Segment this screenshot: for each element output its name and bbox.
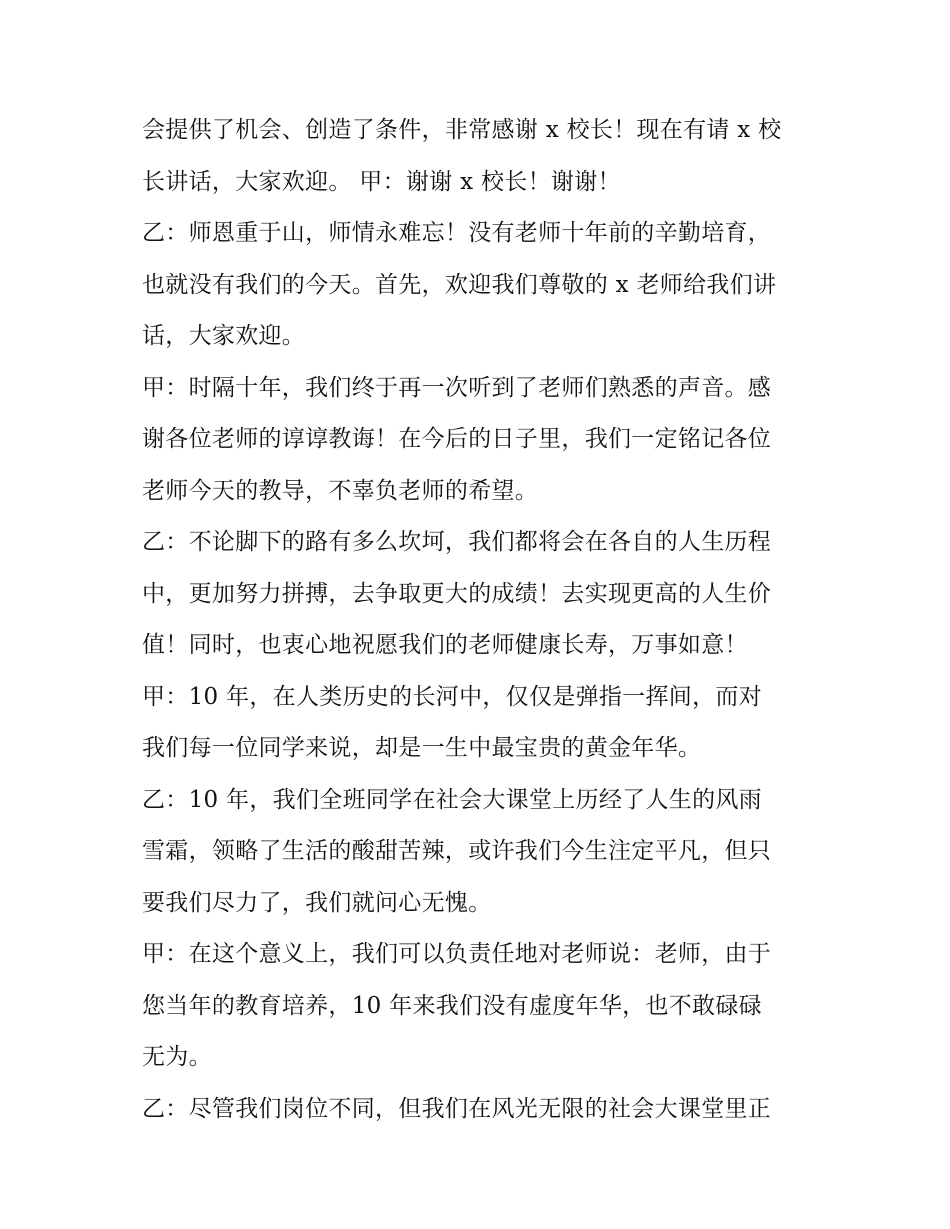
text-line: 您当年的教育培养，10 年来我们没有虚度年华，也不敢碌碌 — [142, 992, 762, 1019]
text-line: 雪霜，领略了生活的酸甜苦辣，或许我们今生注定平凡，但只 — [142, 838, 772, 864]
text-line: 长讲话，大家欢迎。 甲：谢谢 x 校长！谢谢！ — [142, 168, 621, 195]
body-text — [142, 105, 822, 1135]
text-line: 甲：时隔十年，我们终于再一次听到了老师们熟悉的声音。感 — [142, 374, 772, 401]
text-line: 乙：尽管我们岗位不同，但我们在风光无限的社会大课堂里正 — [142, 1095, 772, 1122]
text-line: 甲：在这个意义上，我们可以负责任地对老师说：老师，由于 — [142, 941, 772, 967]
text-line: 也就没有我们的今天。首先，欢迎我们尊敬的 x 老师给我们讲 — [142, 271, 777, 298]
text-line: 值！同时，也衷心地祝愿我们的老师健康长寿，万事如意！ — [142, 632, 748, 658]
text-line: 乙：师恩重于山，师情永难忘！没有老师十年前的辛勤培育， — [142, 220, 772, 246]
text-line: 甲：10 年，在人类历史的长河中，仅仅是弹指一挥间，而对 — [142, 683, 762, 710]
text-line: 乙：不论脚下的路有多么坎坷，我们都将会在各自的人生历程 — [142, 529, 772, 555]
text-line: 老师今天的教导，不辜负老师的希望。 — [142, 477, 539, 504]
text-line: 要我们尽力了，我们就问心无愧。 — [142, 889, 492, 916]
text-line: 谢各位老师的谆谆教诲！在今后的日子里，我们一定铭记各位 — [142, 426, 772, 452]
text-line: 中，更加努力拼搏，去争取更大的成绩！去实现更高的人生价 — [142, 580, 772, 607]
text-line: 我们每一位同学来说，却是一生中最宝贵的黄金年华。 — [142, 735, 702, 761]
text-line: 会提供了机会、创造了条件，非常感谢 x 校长！现在有请 x 校 — [142, 117, 782, 143]
text-line: 无为。 — [142, 1044, 212, 1070]
text-line: 话，大家欢迎。 — [142, 323, 306, 349]
text-line: 乙：10 年，我们全班同学在社会大课堂上历经了人生的风雨 — [142, 786, 762, 813]
